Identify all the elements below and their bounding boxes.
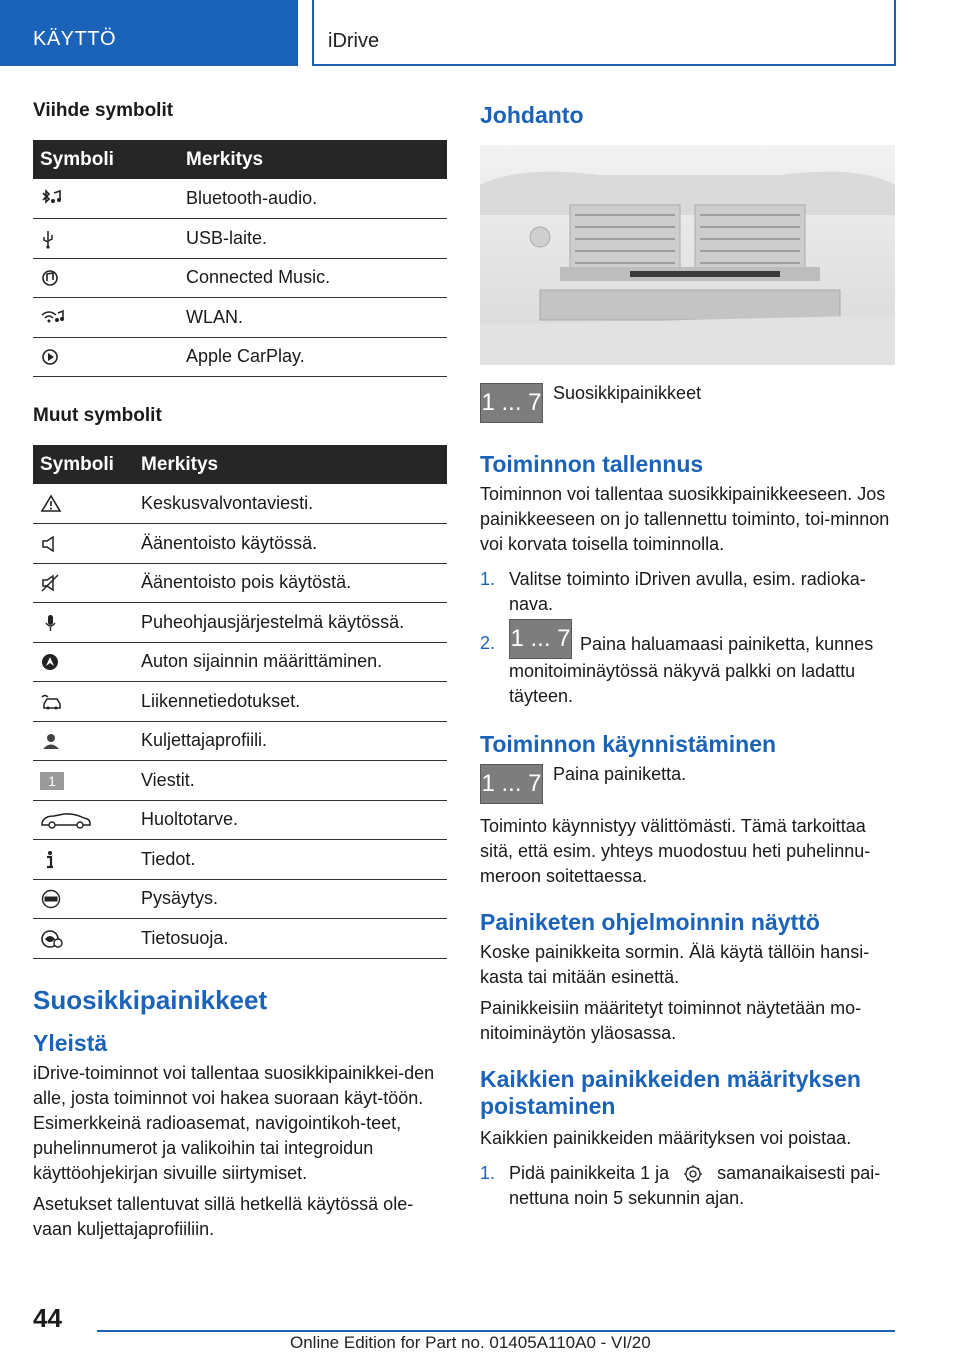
meaning-cell: Connected Music. — [179, 258, 447, 298]
table-row — [33, 642, 447, 682]
stop-icon — [40, 889, 66, 909]
run-paragraph: Toiminto käynnistyy välittömästi. Tämä tarkoittaa sitä, että esim. yhteys muodostuu heti puhelinnu-meroon soitettaessa. — [480, 816, 871, 886]
warning-triangle-icon — [40, 494, 66, 514]
favorite-buttons-symbol: 1 ... 7 — [480, 764, 543, 804]
meaning-cell: Tietosuoja. — [134, 919, 447, 959]
meaning-cell: USB-laite. — [179, 219, 447, 259]
meaning-cell: Bluetooth-audio. — [179, 179, 447, 219]
step-text-b: samanaikaisesti pai-nettuna noin 5 sekunnin ajan. — [509, 1163, 881, 1208]
delete-paragraph: Kaikkien painikkeiden määrityksen voi poistaa. — [480, 1128, 852, 1148]
step-text-a: Pidä painikkeita 1 ja — [509, 1163, 670, 1183]
service-car-icon — [40, 810, 92, 830]
meaning-cell: Huoltotarve. — [134, 800, 447, 840]
info-icon — [40, 850, 66, 870]
table-header-row — [33, 445, 447, 484]
wlan-icon — [40, 308, 66, 328]
table-row — [33, 800, 447, 840]
meaning-cell: Auton sijainnin määrittäminen. — [134, 642, 447, 682]
column-header-symbol: Symboli — [33, 140, 179, 179]
connected-music-icon — [40, 268, 66, 288]
table-row — [33, 840, 447, 880]
section-title: KÄYTTÖ — [33, 28, 117, 50]
table-row — [33, 219, 447, 259]
meaning-cell: Tiedot. — [134, 840, 447, 880]
meaning-cell: Kuljettajaprofiili. — [134, 721, 447, 761]
step-number: 1. — [480, 569, 496, 589]
chapter-title: iDrive — [328, 30, 380, 52]
list-item — [480, 625, 896, 709]
other-symbols-title: Muut symbolit — [33, 405, 162, 426]
table-row — [33, 603, 447, 643]
general-paragraph-2: Asetukset tallentuvat sillä hetkellä käytössä ole-vaan kuljettajaprofiiliin. — [33, 1193, 414, 1239]
table-row — [33, 563, 447, 603]
step-text: Valitse toiminto iDriven avulla, esim. radioka-nava. — [509, 569, 866, 614]
save-steps — [480, 567, 896, 709]
display-paragraph-2: Painikkeisiin määritetyt toiminnot näytetään mo-nitoiminäytön yläosassa. — [480, 998, 862, 1043]
favorite-buttons-photo — [480, 145, 895, 365]
footer-edition: Online Edition for Part no. 01405A110A0 - VI/20 — [290, 1333, 651, 1352]
display-paragraph-1: Koske painikkeita sormin. Älä käytä tällöin hansi-kasta tai mitään esinettä. — [480, 942, 870, 987]
page-number: 44 — [33, 1303, 62, 1333]
table-row — [33, 258, 447, 298]
favorites-heading: Suosikkipainikkeet — [33, 984, 268, 1015]
traffic-info-icon — [40, 692, 66, 712]
intro-heading: Johdanto — [480, 102, 584, 128]
meaning-cell: Puheohjausjärjestelmä käytössä. — [134, 603, 447, 643]
favorite-caption: Suosikkipainikkeet — [553, 383, 702, 403]
column-header-meaning: Merkitys — [179, 140, 447, 179]
save-paragraph: Toiminnon voi tallentaa suosikkipainikkeeseen. Jos painikkeeseen on jo tallennettu toiminto, toi-minnon voi korvata toisella toiminnolla. — [480, 484, 890, 554]
step-number: 1. — [480, 1163, 496, 1183]
meaning-cell: Keskusvalvontaviesti. — [134, 484, 447, 524]
driver-profile-icon — [40, 731, 66, 751]
run-caption: Paina painiketta. — [553, 764, 687, 784]
table-row — [33, 721, 447, 761]
meaning-cell: WLAN. — [179, 298, 447, 338]
column-header-meaning: Merkitys — [134, 445, 447, 484]
privacy-icon — [40, 929, 66, 949]
meaning-cell: Viestit. — [134, 761, 447, 801]
footer-divider — [97, 1330, 895, 1332]
general-paragraph-1: iDrive-toiminnot voi tallentaa suosikkipainikkei-den alle, josta toiminnot voi hakea suoraan käyt-töön. Esimerkkeinä radioasemat, navigointikoh-teet, puhelinnumerot ja valikoihin tai integroidun käyttöohjekirjan sivuille siirtymiset. — [33, 1062, 435, 1183]
meaning-cell: Pysäytys. — [134, 879, 447, 919]
meaning-cell: Apple CarPlay. — [179, 337, 447, 377]
left-column — [33, 100, 447, 1242]
table-row — [33, 682, 447, 722]
settings-knob-icon — [680, 1164, 706, 1184]
favorite-buttons-symbol: 1 ... 7 — [509, 619, 572, 659]
general-heading: Yleistä — [33, 1029, 108, 1056]
run-caption-row — [480, 764, 896, 804]
table-header-row — [33, 140, 447, 179]
right-column — [480, 100, 896, 1211]
step-text: Paina haluamaasi painiketta, kunnes monitoiminäytössä näkyvä palkki on ladattu täyteen. — [509, 633, 874, 706]
entertainment-symbols-table — [33, 140, 447, 377]
favorite-buttons-symbol: 1 ... 7 — [480, 383, 543, 423]
table-row — [33, 524, 447, 564]
delete-heading: Kaikkien painikkeiden määrityksen poistaminen — [480, 1066, 861, 1119]
list-item — [480, 567, 896, 617]
microphone-icon — [40, 613, 66, 633]
delete-steps — [480, 1161, 896, 1211]
apple-carplay-icon — [40, 347, 66, 367]
table-row — [33, 298, 447, 338]
meaning-cell: Äänentoisto käytössä. — [134, 524, 447, 564]
usb-icon — [40, 229, 66, 249]
step-number: 2. — [480, 633, 496, 653]
entertainment-symbols-title: Viihde symbolit — [33, 100, 174, 121]
column-header-symbol: Symboli — [33, 445, 134, 484]
header-section-tab — [0, 0, 298, 66]
table-row — [33, 337, 447, 377]
list-item — [480, 1161, 896, 1211]
table-row — [33, 919, 447, 959]
meaning-cell: Liikennetiedotukset. — [134, 682, 447, 722]
favorite-caption-row — [480, 383, 896, 423]
speaker-icon — [40, 534, 66, 554]
message-icon: 1 — [40, 772, 64, 790]
speaker-off-icon — [40, 573, 66, 593]
display-heading: Painiketen ohjelmoinnin näyttö — [480, 909, 820, 935]
save-heading: Toiminnon tallennus — [480, 451, 704, 477]
table-row — [33, 761, 447, 801]
table-row — [33, 179, 447, 219]
table-row — [33, 879, 447, 919]
other-symbols-table — [33, 445, 447, 959]
table-row — [33, 484, 447, 524]
header-chapter-box — [312, 0, 896, 66]
location-icon — [40, 652, 66, 672]
meaning-cell: Äänentoisto pois käytöstä. — [134, 563, 447, 603]
bluetooth-audio-icon — [40, 189, 66, 209]
run-heading: Toiminnon käynnistäminen — [480, 731, 777, 757]
